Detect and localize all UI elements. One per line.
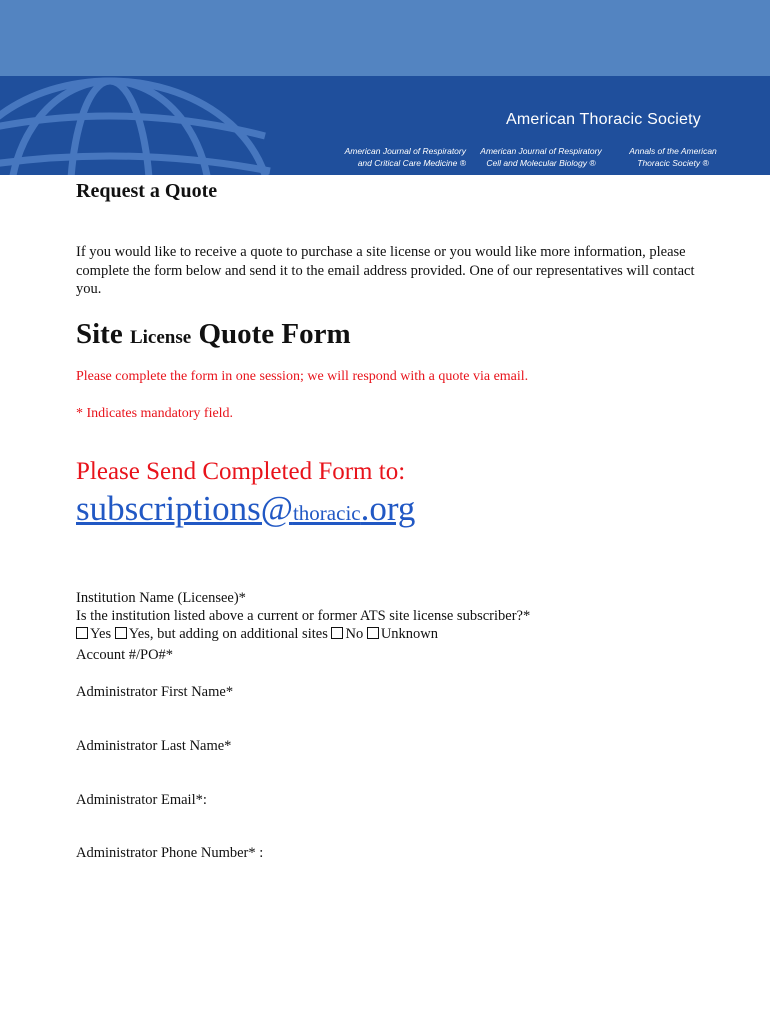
checkbox-no[interactable] — [331, 627, 343, 639]
email-part: .org — [360, 489, 416, 528]
option-label: No — [345, 626, 364, 642]
option-yes[interactable] — [76, 626, 111, 642]
form-title — [76, 318, 351, 351]
form-title-part: Site — [76, 318, 130, 350]
subscriber-question: Is the institution listed above a current or former ATS site license subscriber?* — [76, 608, 531, 624]
checkbox-unknown[interactable] — [367, 627, 379, 639]
account-label: Account #/PO#* — [76, 647, 174, 663]
phone-label: Administrator Phone Number* : — [76, 845, 264, 861]
checkbox-yes-adding[interactable] — [115, 627, 127, 639]
option-label: Yes — [90, 626, 112, 642]
page-heading: Request a Quote — [76, 180, 218, 202]
society-name: American Thoracic Society — [506, 111, 701, 128]
email-part: subscriptions@ — [76, 489, 293, 528]
first-name-label: Administrator First Name* — [76, 684, 234, 700]
form-title-part: License — [129, 327, 192, 348]
option-no[interactable] — [331, 626, 363, 642]
send-to-heading: Please Send Completed Form to: — [76, 458, 406, 485]
session-note: Please complete the form in one session; we will respond with a quote via email. — [76, 369, 529, 384]
option-yes-adding[interactable] — [115, 626, 328, 642]
email-part: thoracic — [292, 501, 361, 525]
subscriber-options — [76, 626, 438, 643]
option-label: Yes, but adding on additional sites — [128, 626, 328, 642]
email-label: Administrator Email*: — [76, 792, 207, 808]
form-title-part: Quote Form — [191, 318, 351, 350]
journal-line: American Journal of Respiratory — [344, 146, 466, 156]
checkbox-yes[interactable] — [76, 627, 88, 639]
journal-line: Cell and Molecular Biology ® — [486, 158, 596, 168]
mandatory-note: * Indicates mandatory field. — [76, 406, 234, 421]
journal-line: American Journal of Respiratory — [480, 146, 602, 156]
header-banner — [0, 76, 770, 175]
journal-annals — [617, 145, 729, 169]
globe-logo-icon — [0, 76, 290, 175]
journal-line: Thoracic Society ® — [637, 158, 709, 168]
last-name-label: Administrator Last Name* — [76, 738, 232, 754]
institution-label: Institution Name (Licensee)* — [76, 590, 246, 606]
journal-ajrccm — [316, 145, 466, 169]
journal-ajrcmb — [470, 145, 612, 169]
journal-line: Annals of the American — [629, 146, 717, 156]
option-unknown[interactable] — [363, 626, 438, 642]
email-link[interactable] — [76, 489, 415, 529]
intro-paragraph: If you would like to receive a quote to purchase a site license or you would like more information, please complete the form below and send it to the email address provided. One of our representatives will contact you. — [76, 244, 695, 297]
journal-line: and Critical Care Medicine ® — [357, 158, 466, 168]
header-top-band — [0, 0, 770, 76]
option-label: Unknown — [380, 626, 439, 642]
